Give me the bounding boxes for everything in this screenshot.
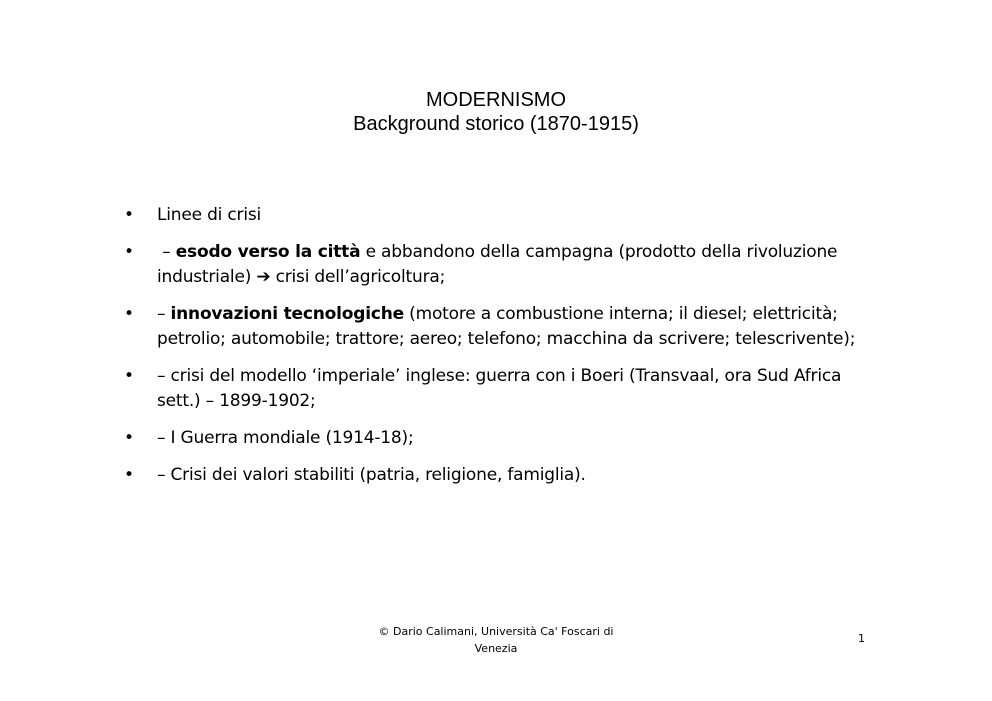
bullet-item-1 [124,203,864,228]
bullet-text: (motore a combustione interna; il diesel; elettricità; petrolio; automobile; trattore; aereo; telefono; macchina da scrivere; telescrivente); [157,304,856,349]
bullet-bold-text: innovazioni tecnologiche [170,304,404,324]
page-number: 1 [858,632,865,645]
bullet-text: – crisi del modello ‘imperiale’ inglese: guerra con i Boeri (Transvaal, ora Sud Africa sett.) – 1899-1902; [157,366,842,411]
bullet-marker: • [124,304,134,324]
bullet-marker: • [124,465,134,485]
bullet-text: Linee di crisi [157,205,262,225]
slide-title [0,88,992,136]
footer-copyright [346,623,646,657]
bullet-text: – I Guerra mondiale (1914-18); [157,428,414,448]
bullet-dash: – [157,242,176,262]
bullet-list [124,203,864,500]
bullet-item-6 [124,463,864,488]
bullet-marker: • [124,428,134,448]
bullet-marker: • [124,242,134,262]
title-line-1: MODERNISMO [426,89,566,111]
bullet-text: – Crisi dei valori stabiliti (patria, religione, famiglia). [157,465,586,485]
bullet-marker: • [124,366,134,386]
bullet-text: e abbandono della campagna (prodotto della rivoluzione industriale) [157,242,838,287]
bullet-item-3 [124,302,864,352]
footer-line-2: Venezia [474,642,518,655]
bullet-item-5 [124,426,864,451]
bullet-dash: – [157,304,171,324]
bullet-text-after: crisi dell’agricoltura; [270,267,446,287]
title-line-2: Background storico (1870-1915) [353,113,639,135]
bullet-item-2 [124,240,864,290]
bullet-item-4 [124,364,864,414]
bullet-bold-text: esodo verso la città [175,242,361,262]
bullet-marker: • [124,205,134,225]
footer-line-1: © Dario Calimani, Università Ca' Foscari di [378,625,614,638]
arrow-right-icon: ➔ [256,267,271,287]
